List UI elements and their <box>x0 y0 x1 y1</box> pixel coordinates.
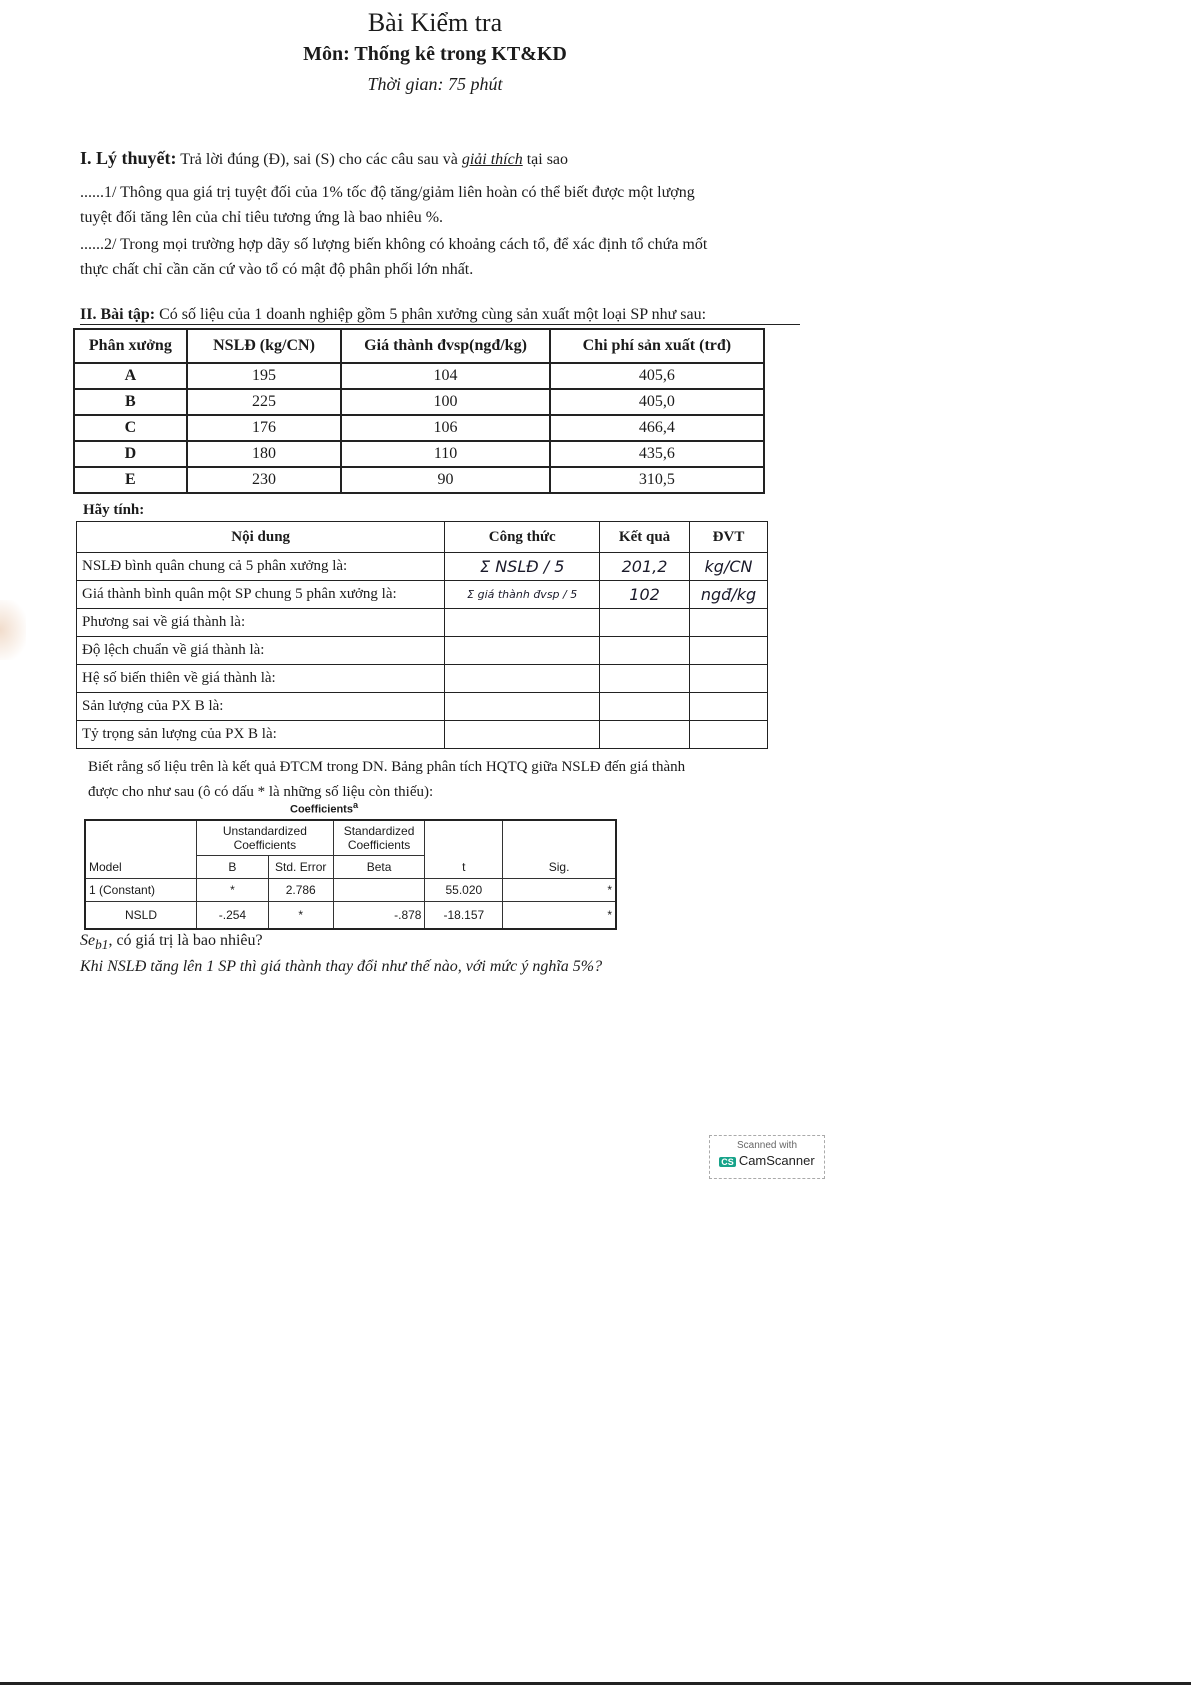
coef-beta: -.878 <box>333 902 425 930</box>
regression-intro <box>88 755 808 805</box>
question-slope: Khi NSLĐ tăng lên 1 SP thì giá thành thay đổi như thế nào, với mức ý nghĩa 5%? <box>80 958 603 975</box>
cell-productivity: 230 <box>187 467 342 493</box>
cell-production-cost: 466,4 <box>550 415 764 441</box>
coef-sig-blank <box>503 820 616 856</box>
question-1 <box>80 180 780 230</box>
coef-model-header: Model <box>85 856 197 879</box>
compute-content: Phương sai về giá thành là: <box>77 609 445 637</box>
compute-result[interactable] <box>600 665 690 693</box>
theory-instruction-b: giải thích <box>461 151 523 168</box>
compute-content: Giá thành bình quân một SP chung 5 phân xưởng là: <box>77 581 445 609</box>
header-productivity: NSLĐ (kg/CN) <box>187 329 342 363</box>
compute-content: Hệ số biến thiên về giá thành là: <box>77 665 445 693</box>
coef-t-header: t <box>425 856 503 879</box>
cell-unit-cost: 100 <box>341 389 549 415</box>
coef-model: NSLD <box>85 902 197 930</box>
compute-unit[interactable] <box>690 693 768 721</box>
cell-productivity: 225 <box>187 389 342 415</box>
compute-formula[interactable]: Σ giá thành đvsp / 5 <box>445 581 600 609</box>
question-2-line-1: ......2/ Trong mọi trường hợp dãy số lượng biến không có khoảng cách tổ, để xác định tổ chứa mốt <box>80 236 708 253</box>
exam-subject: Môn: Thống kê trong KT&KD <box>303 43 567 65</box>
table-row <box>74 363 764 389</box>
compute-content: Sản lượng của PX B là: <box>77 693 445 721</box>
coef-t: 55.020 <box>425 879 503 902</box>
compute-row <box>77 721 768 749</box>
header-unit: ĐVT <box>690 522 768 553</box>
coef-header-row-3 <box>85 856 616 879</box>
watermark-brand-line <box>710 1153 824 1168</box>
question-1-line-2: tuyệt đối tăng lên của chỉ tiêu tương ứng là bao nhiêu %. <box>80 209 444 226</box>
cell-productivity: 195 <box>187 363 342 389</box>
exercise-heading-line <box>80 306 800 325</box>
cell-production-cost: 405,0 <box>550 389 764 415</box>
compute-result[interactable] <box>600 637 690 665</box>
table-row <box>74 415 764 441</box>
compute-result[interactable] <box>600 693 690 721</box>
compute-header-row <box>77 522 768 553</box>
exam-title: Bài Kiểm tra <box>367 8 503 37</box>
cell-production-cost: 405,6 <box>550 363 764 389</box>
exercise-heading: II. Bài tập: <box>80 306 156 323</box>
compute-row <box>77 581 768 609</box>
cell-production-cost: 435,6 <box>550 441 764 467</box>
header-formula: Công thức <box>445 522 600 553</box>
finger-shadow <box>0 600 26 660</box>
compute-formula[interactable]: Σ NSLĐ / 5 <box>445 553 600 581</box>
cell-workshop: A <box>74 363 187 389</box>
compute-result[interactable]: 102 <box>600 581 690 609</box>
coefficients-table <box>84 819 617 930</box>
compute-formula[interactable] <box>445 721 600 749</box>
compute-formula[interactable] <box>445 693 600 721</box>
coef-sig: * <box>503 902 616 930</box>
header-unit-cost: Giá thành đvsp(ngđ/kg) <box>341 329 549 363</box>
coef-b: * <box>197 879 269 902</box>
cell-workshop: B <box>74 389 187 415</box>
cell-unit-cost: 104 <box>341 363 549 389</box>
compute-row <box>77 609 768 637</box>
compute-unit[interactable]: kg/CN <box>690 553 768 581</box>
compute-formula[interactable] <box>445 665 600 693</box>
compute-unit[interactable] <box>690 609 768 637</box>
cell-unit-cost: 106 <box>341 415 549 441</box>
cell-workshop: D <box>74 441 187 467</box>
compute-label: Hãy tính: <box>83 502 145 518</box>
coef-sig-header: Sig. <box>503 856 616 879</box>
question-2-line-2: thực chất chỉ cần căn cứ vào tổ có mật độ phân phối lớn nhất. <box>80 261 474 278</box>
compute-unit[interactable] <box>690 637 768 665</box>
camscanner-logo-icon: CS <box>721 1157 734 1167</box>
compute-row <box>77 693 768 721</box>
coefficients-title <box>290 800 358 816</box>
cell-unit-cost: 110 <box>341 441 549 467</box>
coef-std-header: Standardized Coefficients <box>333 820 425 856</box>
coef-row-nsld <box>85 902 616 930</box>
theory-instruction-a: Trả lời đúng (Đ), sai (S) cho các câu sau và <box>180 151 458 168</box>
workshop-data-table <box>73 328 765 494</box>
coef-row-constant <box>85 879 616 902</box>
compute-result[interactable] <box>600 609 690 637</box>
table-row <box>74 389 764 415</box>
table-header-row <box>74 329 764 363</box>
compute-content: Độ lệch chuẩn về giá thành là: <box>77 637 445 665</box>
camscanner-watermark <box>709 1135 825 1179</box>
coef-beta-header: Beta <box>333 856 425 879</box>
theory-heading: I. Lý thuyết: <box>80 148 177 168</box>
cell-unit-cost: 90 <box>341 467 549 493</box>
compute-unit[interactable]: ngđ/kg <box>690 581 768 609</box>
compute-row <box>77 637 768 665</box>
regression-intro-line-2: được cho như sau (ô có dấu * là những số liệu còn thiếu): <box>88 784 434 800</box>
compute-unit[interactable] <box>690 721 768 749</box>
coef-b-header: B <box>197 856 269 879</box>
coef-t: -18.157 <box>425 902 503 930</box>
question-se <box>80 932 263 953</box>
compute-table <box>76 521 768 749</box>
coef-unstd-header: Unstandardized Coefficients <box>197 820 334 856</box>
coef-beta <box>333 879 425 902</box>
question-1-line-1: ......1/ Thông qua giá trị tuyệt đối của 1% tốc độ tăng/giảm liên hoàn có thể biết được một lượng <box>80 184 695 201</box>
coef-se: * <box>268 902 333 930</box>
compute-result[interactable] <box>600 721 690 749</box>
compute-unit[interactable] <box>690 665 768 693</box>
coef-model-blank <box>85 820 197 856</box>
exam-time: Thời gian: 75 phút <box>367 74 503 94</box>
coef-b: -.254 <box>197 902 269 930</box>
coefficients-title-text: Coefficients <box>290 803 353 816</box>
header-result: Kết quả <box>600 522 690 553</box>
theory-instruction-c: tại sao <box>526 151 569 168</box>
compute-formula[interactable] <box>445 609 600 637</box>
se-symbol: Se <box>80 932 96 949</box>
coef-t-blank <box>425 820 503 856</box>
cell-productivity: 180 <box>187 441 342 467</box>
header-content: Nội dung <box>77 522 445 553</box>
compute-formula[interactable] <box>445 637 600 665</box>
watermark-brand: CamScanner <box>738 1153 815 1168</box>
se-subscript: b1 <box>95 937 109 953</box>
compute-result[interactable]: 201,2 <box>600 553 690 581</box>
cell-production-cost: 310,5 <box>550 467 764 493</box>
compute-row <box>77 553 768 581</box>
compute-row <box>77 665 768 693</box>
question-2 <box>80 232 780 282</box>
header-workshop: Phân xưởng <box>74 329 187 363</box>
coef-se: 2.786 <box>268 879 333 902</box>
header-production-cost: Chi phí sản xuất (trđ) <box>550 329 764 363</box>
exercise-intro: Có số liệu của 1 doanh nghiệp gồm 5 phân xưởng cùng sản xuất một loại SP như sau: <box>159 306 707 323</box>
theory-heading-line <box>80 148 568 169</box>
coef-se-header: Std. Error <box>268 856 333 879</box>
regression-intro-line-1: Biết rằng số liệu trên là kết quả ĐTCM trong DN. Bảng phân tích HQTQ giữa NSLĐ đến giá thành <box>88 759 686 775</box>
coef-model: 1 (Constant) <box>85 879 197 902</box>
coefficients-title-sup: a <box>352 800 359 810</box>
watermark-scanned-with: Scanned with <box>736 1140 798 1151</box>
table-row <box>74 441 764 467</box>
table-row <box>74 467 764 493</box>
se-question-text: , có giá trị là bao nhiêu? <box>108 932 263 949</box>
coef-header-row-1 <box>85 820 616 856</box>
compute-content: Tỷ trọng sản lượng của PX B là: <box>77 721 445 749</box>
cell-workshop: C <box>74 415 187 441</box>
coef-sig: * <box>503 879 616 902</box>
cell-productivity: 176 <box>187 415 342 441</box>
compute-content: NSLĐ bình quân chung cả 5 phân xưởng là: <box>77 553 445 581</box>
cell-workshop: E <box>74 467 187 493</box>
